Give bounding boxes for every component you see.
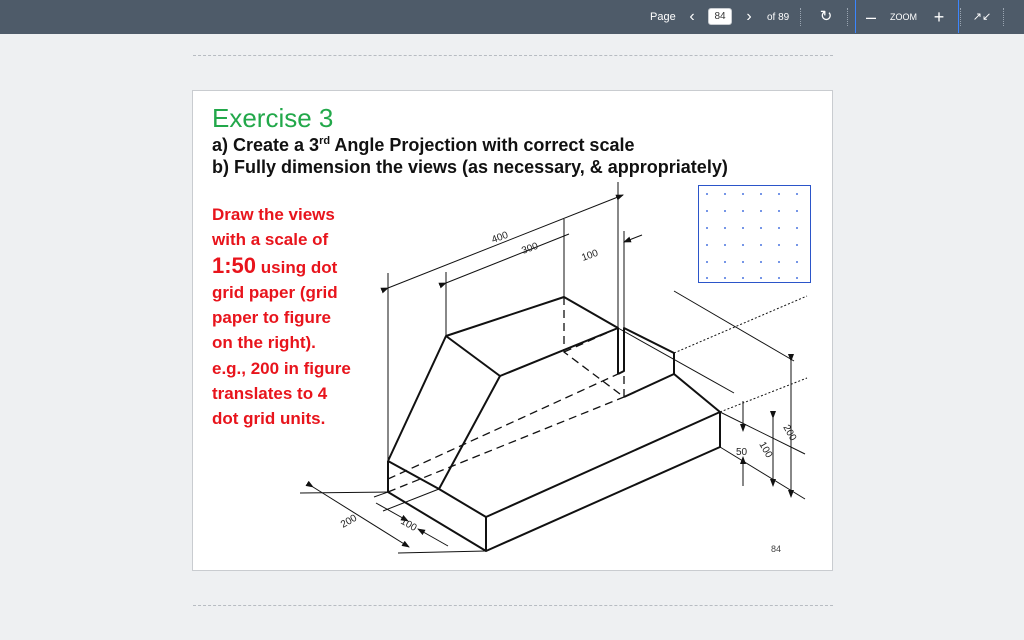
page-boundary-bottom (193, 605, 833, 606)
plus-icon[interactable]: + (933, 7, 945, 27)
instruction-line: Draw the views (212, 205, 335, 224)
isometric-drawing (193, 91, 834, 572)
rotate-icon[interactable]: ↻ (819, 8, 833, 25)
page-label: Page (650, 11, 676, 23)
chevron-right-icon[interactable]: › (746, 8, 752, 25)
task-a-prefix: a) Create a 3 (212, 135, 320, 155)
page-boundary-top (193, 55, 833, 56)
instruction-line: grid paper (grid (212, 282, 338, 302)
dim-label-100-right: 100 (756, 440, 775, 460)
instruction-line: paper to figure (212, 308, 332, 328)
dim-label-300: 300 (520, 240, 540, 257)
zoom-label: ZOOM (890, 12, 917, 22)
exercise-title: Exercise 3 (212, 103, 334, 133)
task-b: b) Fully dimension the views (as necessary, & appropriately) (212, 157, 728, 177)
dim-label-100-top: 100 (580, 247, 600, 264)
document-page (192, 90, 833, 571)
chevron-left-icon[interactable]: ‹ (689, 8, 695, 25)
minus-icon[interactable]: – (865, 7, 876, 27)
page-number: 84 (771, 544, 782, 554)
toolbar-divider (800, 8, 801, 26)
toolbar-divider (960, 8, 961, 26)
toolbar-divider (1003, 8, 1004, 26)
page-number-input[interactable] (708, 8, 732, 25)
dim-label-50-right: 50 (736, 447, 748, 458)
instruction-line: e.g., 200 in figure (212, 358, 351, 378)
task-a-superscript: rd (319, 135, 331, 147)
page-total: of 89 (767, 12, 790, 23)
object-outline (388, 297, 720, 551)
instruction-line: with a scale of (212, 230, 329, 250)
collapse-icon[interactable]: ↗↙ (972, 11, 992, 23)
dim-label-100-left: 100 (398, 516, 419, 534)
viewer-toolbar (0, 0, 1024, 34)
instruction-line: dot grid units. (212, 409, 326, 429)
instruction-scale: 1:50 (212, 252, 257, 278)
task-a-suffix: Angle Projection with correct scale (330, 135, 635, 155)
zoom-controls (855, 0, 959, 33)
dimension-lines (300, 182, 807, 553)
instruction-line: translates to 4 (212, 384, 328, 404)
toolbar-divider (847, 8, 848, 26)
dim-label-200-left: 200 (339, 512, 359, 531)
dim-label-400: 400 (490, 229, 510, 246)
instruction-line-part: using dot (256, 257, 338, 277)
instruction-line: on the right). (212, 333, 316, 353)
dim-label-200-right: 200 (780, 423, 799, 443)
